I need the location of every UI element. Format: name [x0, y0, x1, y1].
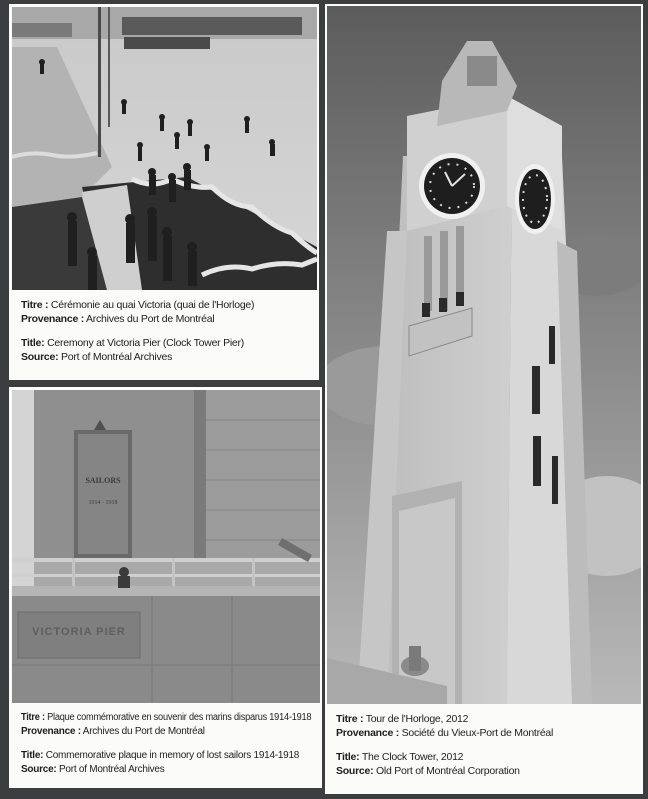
tower-photo [327, 6, 641, 704]
plaque-titre: Plaque commémorative en souvenir des marins disparus 1914-1918 [47, 712, 312, 723]
plaque-years: 1914 · 1918 [88, 500, 118, 506]
tower-provenance-label: Provenance : [336, 727, 399, 739]
tower-caption [327, 704, 641, 792]
ceremony-titre-label: Titre : [21, 299, 49, 311]
ceremony-caption [12, 290, 317, 378]
pier-sign: VICTORIA PIER [32, 626, 126, 638]
plaque-source-label: Source: [21, 764, 57, 775]
tower-source-label: Source: [336, 765, 374, 777]
plaque-heading: SAILORS [85, 476, 121, 485]
tower-titre-label: Titre : [336, 713, 364, 725]
ceremony-titre: Cérémonie au quai Victoria (quai de l'Horloge) [50, 299, 255, 311]
ceremony-photo [12, 7, 317, 290]
ceremony-source: Port of Montréal Archives [61, 351, 173, 363]
ceremony-source-label: Source: [21, 351, 59, 363]
plaque-photo [12, 390, 320, 703]
ceremony-title: Ceremony at Victoria Pier (Clock Tower Pier) [47, 337, 245, 349]
tower-titre: Tour de l'Horloge, 2012 [365, 713, 469, 725]
tower-title: The Clock Tower, 2012 [361, 751, 464, 763]
tower-title-label: Title: [336, 751, 360, 763]
plaque-title-label: Title: [21, 750, 44, 761]
tower-provenance: Société du Vieux-Port de Montréal [401, 727, 554, 739]
plaque-titre-label: Titre : [21, 712, 45, 723]
plaque-provenance-label: Provenance : [21, 726, 81, 737]
ceremony-title-label: Title: [21, 337, 45, 349]
plaque-caption [12, 703, 320, 787]
plaque-source: Port of Montréal Archives [59, 764, 165, 775]
plaque-title: Commemorative plaque in memory of lost sailors 1914-1918 [45, 750, 300, 761]
ceremony-provenance-label: Provenance : [21, 313, 84, 325]
tower-source: Old Port of Montréal Corporation [376, 765, 520, 777]
ceremony-provenance: Archives du Port de Montréal [86, 313, 215, 325]
plaque-provenance: Archives du Port de Montréal [82, 726, 205, 737]
